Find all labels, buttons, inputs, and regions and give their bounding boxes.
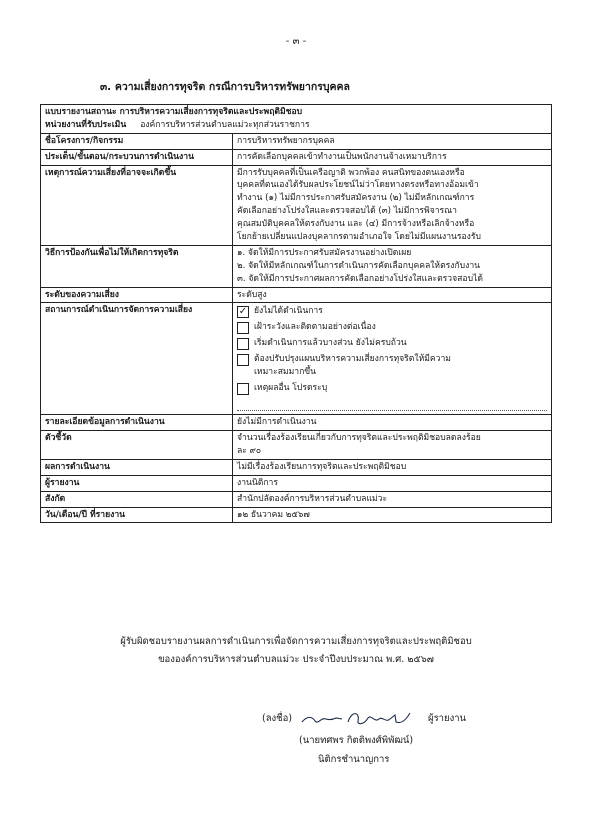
status-option-label: ต้องปรับปรุงแผนบริหารความเสี่ยงการทุจริตให้มีความ เหมาะสมมากขึ้น [254,354,451,378]
prevention-row [41,245,552,287]
section-heading: ๓. ความเสี่ยงการทุจริต กรณีการบริหารทรัพยากรบุคคล [100,81,350,93]
affiliation-value: สำนักปลัดองค์การบริหารส่วนตำบลแม่วะ [233,491,552,507]
result-label: ผลการดำเนินงาน [41,459,233,475]
level-label: ระดับของความเสี่ยง [41,287,233,303]
cause-label: เหตุการณ์ความเสี่ยงที่อาจจะเกิดขึ้น [41,165,233,245]
project-value: การบริหารทรัพยากรบุคคล [233,133,552,149]
detail-row [41,415,552,431]
status-option-label: เหตุผลอื่น โปรดระบุ [254,383,328,394]
sign-suffix: ผู้รายงาน [428,713,467,724]
signer-position: นิติกรชำนาญการ [318,754,390,765]
indicator-row [41,431,552,460]
checkbox[interactable] [237,322,249,334]
result-row [41,459,552,475]
checkbox[interactable] [237,354,249,366]
unit-label: หน่วยงานที่รับประเมิน [45,119,127,130]
reporter-value: งานนิติการ [233,475,552,491]
date-value: ๑๒ ธันวาคม ๒๕๖๗ [233,507,552,523]
sign-prefix: (ลงชื่อ) [262,713,293,724]
signer-name: (นายทศพร กิตติพงศ์พิพัฒน์) [299,735,414,746]
report-title-row [41,105,552,134]
reporter-row [41,475,552,491]
indicator-label: ตัวชี้วัด [41,431,233,460]
closing-statement [0,633,592,669]
status-option [237,321,547,334]
result-value: ไม่มีเรื่องร้องเรียนการทุจริตและประพฤติมิชอบ [233,459,552,475]
checkbox[interactable]: ✓ [238,306,248,318]
issue-row [41,149,552,165]
affiliation-row [41,491,552,507]
handwritten-signature [298,706,420,730]
date-row [41,507,552,523]
unit-value: องค์การบริหารส่วนตำบลแม่วะทุกส่วนราชการ [140,119,310,130]
level-value: ระดับสูง [233,287,552,303]
closing-line-2: ขององค์การบริหารส่วนตำบลแม่วะ ประจำปีงบประมาณ พ.ศ. ๒๕๖๗ [158,654,434,666]
detail-label: รายละเอียดข้อมูลการดำเนินงาน [41,415,233,431]
status-options [233,303,552,415]
cause-value: มีการรับบุคคลที่เป็นเครือญาติ พวกพ้อง คนสนิทของตนเองหรือ บุคคลที่ตนเองได้รับผลประโยชน์ไม่ว่าโดยทางตรงหรือทางอ้อมเข้า ทำงาน (๑) ไม่มีการประกาศรับสมัครงาน (๒) ไม่มีหลักเกณฑ์การ คัดเลือกอย่างโปร่งใสและตรวจสอบได้ (๓) ไม่มีการพิจารณา คุณสมบัติบุคคลให้ตรงกับงาน และ (๔) มีการจ้างหรือเลิกจ้างหรือ โยกย้ายเปลี่ยนแปลงบุคลากรตามอำเภอใจ โดยไม่มีแผนงานรองรับ [233,165,552,245]
status-option [237,305,547,318]
other-reason-line [237,398,547,411]
project-label: ชื่อโครงการ/กิจกรรม [41,133,233,149]
detail-value: ยังไม่มีการดำเนินงาน [233,415,552,431]
signature-row [0,706,592,730]
prevention-value: ๑. จัดให้มีการประกาศรับสมัครงานอย่างเปิดเผย ๒. จัดให้มีหลักเกณฑ์ในการดำเนินการคัดเลือกบุคคลให้ตรงกับงาน ๓. จัดให้มีการประกาศผลการคัดเลือกอย่างโปร่งใสและตรวจสอบได้ [233,245,552,287]
issue-value: การคัดเลือกบุคคลเข้าทำงานเป็นพนักงานจ้างเหมาบริการ [233,149,552,165]
reporter-label: ผู้รายงาน [41,475,233,491]
affiliation-label: สังกัด [41,491,233,507]
report-title-cell [41,105,552,134]
status-option-label: เฝ้าระวังและติดตามอย่างต่อเนื่อง [254,322,376,333]
project-row [41,133,552,149]
risk-report-table [40,104,552,523]
status-option [237,382,547,395]
closing-line-1: ผู้รับผิดชอบรายงานผลการดำเนินการเพื่อจัดการความเสี่ยงการทุจริตและประพฤติมิชอบ [120,636,472,647]
issue-label: ประเด็น/ขั้นตอน/กระบวนการดำเนินงาน [41,149,233,165]
page-number: - ๓ - [285,36,307,47]
level-row [41,287,552,303]
indicator-value: จำนวนเรื่องร้องเรียนเกี่ยวกับการทุจริตและประพฤติมิชอบลดลงร้อย ละ ๙๐ [233,431,552,460]
status-label: สถานการณ์ดำเนินการจัดการความเสี่ยง [41,303,233,415]
unit-line [45,119,547,132]
status-option [237,337,547,350]
cause-row [41,165,552,245]
status-option [237,353,547,379]
status-option-label: เริ่มดำเนินการแล้วบางส่วน ยังไม่ครบถ้วน [254,338,407,349]
checkbox[interactable] [237,338,249,350]
prevention-label: วิธีการป้องกันเพื่อไม่ให้เกิดการทุจริต [41,245,233,287]
date-label: วัน/เดือน/ปี ที่รายงาน [41,507,233,523]
status-option-label: ยังไม่ได้ดำเนินการ [254,306,323,317]
status-row [41,303,552,415]
report-title: แบบรายงานสถานะ การบริหารความเสี่ยงการทุจริตและประพฤติมิชอบ [45,107,303,117]
checkbox[interactable] [237,383,249,395]
